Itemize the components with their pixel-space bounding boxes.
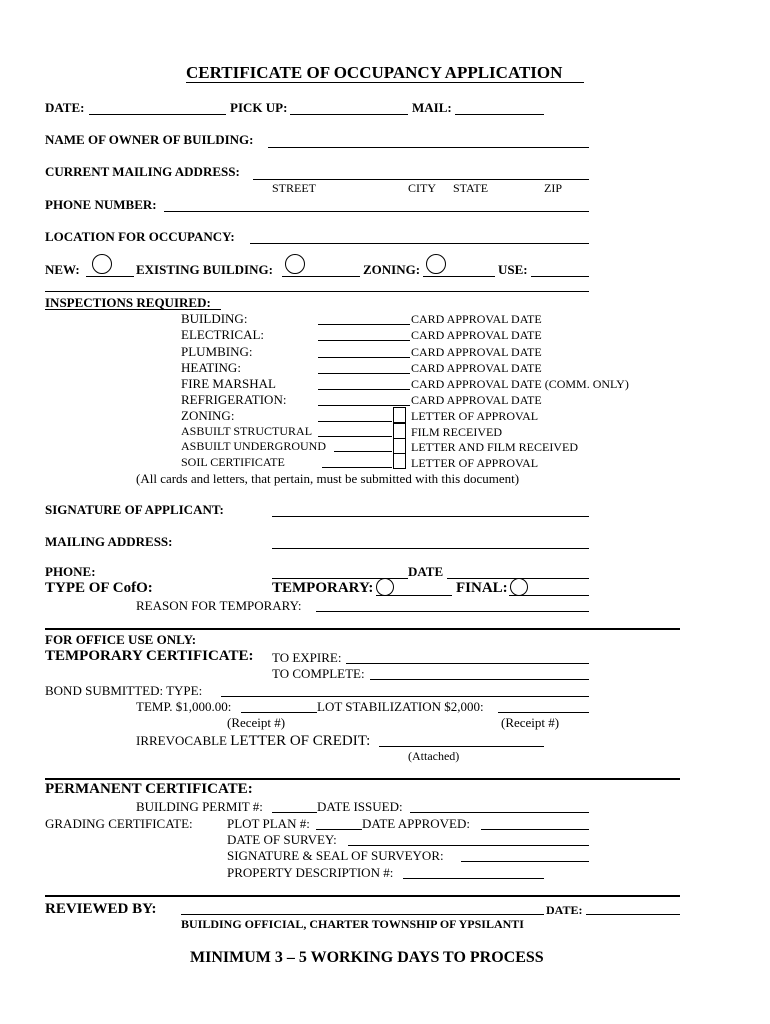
signature-label: SIGNATURE OF APPLICANT: — [45, 502, 224, 517]
inspection-checkbox[interactable] — [393, 423, 406, 439]
location-label: LOCATION FOR OCCUPANCY: — [45, 229, 235, 244]
inspection-label: ELECTRICAL: — [181, 327, 265, 342]
date-issued-label: DATE ISSUED: — [317, 799, 403, 814]
inspection-label: BUILDING: — [181, 311, 248, 326]
applicant-date-label: DATE — [408, 564, 444, 579]
existing-building-checkbox[interactable] — [285, 254, 305, 274]
inspection-field[interactable] — [318, 389, 410, 390]
attached-caption: (Attached) — [408, 749, 460, 763]
inspections-heading: INSPECTIONS REQUIRED: — [45, 295, 211, 310]
inspection-result: CARD APPROVAL DATE (COMM. ONLY) — [411, 377, 629, 391]
review-date-field[interactable] — [586, 914, 680, 915]
inspection-field[interactable] — [318, 340, 410, 341]
lot-stabilization-label: LOT STABILIZATION $2,000: — [317, 699, 484, 714]
new-field — [86, 276, 134, 277]
office-use-heading: FOR OFFICE USE ONLY: — [45, 632, 197, 647]
inspection-result: LETTER OF APPROVAL — [411, 409, 539, 423]
inspection-label: FIRE MARSHAL — [181, 376, 276, 391]
date-issued-field[interactable] — [410, 812, 589, 813]
receipt-caption: (Receipt #) — [227, 715, 286, 730]
to-complete-label: TO COMPLETE: — [272, 666, 365, 681]
letter-of-credit-text: LETTER OF CREDIT: — [230, 733, 371, 749]
inspection-field[interactable] — [318, 357, 410, 358]
use-field[interactable] — [531, 276, 589, 277]
signature-field[interactable] — [272, 516, 589, 517]
reviewed-by-label: REVIEWED BY: — [45, 901, 157, 917]
inspection-checkbox[interactable] — [393, 438, 406, 454]
inspection-field[interactable] — [318, 405, 410, 406]
mail-field[interactable] — [455, 114, 544, 115]
inspection-checkbox[interactable] — [393, 407, 406, 423]
temporary-checkbox[interactable] — [376, 578, 394, 596]
to-complete-field[interactable] — [370, 679, 589, 680]
signature-seal-field[interactable] — [461, 861, 589, 862]
inspection-label: ZONING: — [181, 408, 235, 423]
irrevocable-label — [136, 733, 370, 749]
inspection-field[interactable] — [318, 324, 410, 325]
date-label: DATE: — [45, 100, 85, 115]
temp-amount-field[interactable] — [241, 712, 317, 713]
existing-building-label: EXISTING BUILDING: — [136, 262, 273, 277]
inspections-note: (All cards and letters, that pertain, must be submitted with this document) — [136, 471, 520, 486]
street-caption: STREET — [272, 181, 316, 195]
section-divider — [45, 778, 680, 780]
mailing-address-field[interactable] — [253, 179, 589, 180]
phone-number-label: PHONE NUMBER: — [45, 197, 157, 212]
processing-notice: MINIMUM 3 – 5 WORKING DAYS TO PROCESS — [190, 949, 544, 966]
pickup-label: PICK UP: — [230, 100, 288, 115]
temporary-certificate-heading: TEMPORARY CERTIFICATE: — [45, 648, 254, 664]
inspection-field[interactable] — [334, 451, 392, 452]
inspection-label: ASBUILT UNDERGROUND — [181, 439, 327, 453]
inspection-label: HEATING: — [181, 360, 241, 375]
plot-plan-label: PLOT PLAN #: — [227, 816, 310, 831]
inspection-result: CARD APPROVAL DATE — [411, 312, 542, 326]
reason-label: REASON FOR TEMPORARY: — [136, 598, 302, 613]
inspection-result: LETTER OF APPROVAL — [411, 456, 539, 470]
zoning-field — [423, 276, 495, 277]
owner-name-label: NAME OF OWNER OF BUILDING: — [45, 132, 254, 147]
inspection-result: CARD APPROVAL DATE — [411, 345, 542, 359]
receipt-caption: (Receipt #) — [501, 715, 560, 730]
applicant-mailing-label: MAILING ADDRESS: — [45, 534, 173, 549]
signature-seal-label: SIGNATURE & SEAL OF SURVEYOR: — [227, 848, 444, 863]
inspection-label: SOIL CERTIFICATE — [181, 455, 285, 469]
inspection-field[interactable] — [318, 436, 392, 437]
reason-field[interactable] — [316, 611, 589, 612]
inspection-result: CARD APPROVAL DATE — [411, 328, 542, 342]
letter-of-credit-field[interactable] — [379, 746, 544, 747]
temporary-label: TEMPORARY: — [272, 580, 374, 596]
zip-caption: ZIP — [544, 181, 562, 195]
applicant-phone-label: PHONE: — [45, 564, 96, 579]
inspection-field[interactable] — [318, 421, 392, 422]
city-caption: CITY — [408, 181, 436, 195]
final-checkbox[interactable] — [510, 578, 528, 596]
zoning-label: ZONING: — [363, 262, 421, 277]
form-title: CERTIFICATE OF OCCUPANCY APPLICATION — [186, 63, 563, 82]
mail-label: MAIL: — [412, 100, 452, 115]
lot-stabilization-field[interactable] — [498, 712, 589, 713]
new-label: NEW: — [45, 262, 80, 277]
bond-label: BOND SUBMITTED: TYPE: — [45, 683, 203, 698]
grading-certificate-label: GRADING CERTIFICATE: — [45, 816, 193, 831]
permanent-certificate-heading: PERMANENT CERTIFICATE: — [45, 781, 253, 797]
cofo-type-label: TYPE OF CofO: — [45, 580, 153, 596]
use-label: USE: — [498, 262, 528, 277]
phone-number-field[interactable] — [164, 211, 589, 212]
inspection-result: LETTER AND FILM RECEIVED — [411, 440, 578, 454]
mailing-address-label: CURRENT MAILING ADDRESS: — [45, 164, 240, 179]
inspection-label: REFRIGERATION: — [181, 392, 287, 407]
section-divider — [45, 895, 680, 897]
existing-building-field — [282, 276, 360, 277]
building-official-caption: BUILDING OFFICIAL, CHARTER TOWNSHIP OF YPSILANTI — [181, 917, 524, 931]
final-label: FINAL: — [456, 580, 508, 596]
inspection-result: CARD APPROVAL DATE — [411, 393, 542, 407]
irrevocable-text: IRREVOCABLE — [136, 733, 231, 748]
inspection-checkbox[interactable] — [393, 453, 406, 469]
zoning-checkbox[interactable] — [426, 254, 446, 274]
inspection-result: FILM RECEIVED — [411, 425, 502, 439]
inspection-label: PLUMBING: — [181, 344, 253, 359]
inspection-result: CARD APPROVAL DATE — [411, 361, 542, 375]
property-description-field[interactable] — [403, 878, 544, 879]
date-approved-field[interactable] — [481, 829, 589, 830]
new-checkbox[interactable] — [92, 254, 112, 274]
property-description-label: PROPERTY DESCRIPTION #: — [227, 865, 394, 880]
building-permit-label: BUILDING PERMIT #: — [136, 799, 263, 814]
section-divider — [45, 628, 680, 630]
title-underline — [186, 82, 584, 83]
inspection-label: ASBUILT STRUCTURAL — [181, 424, 313, 438]
to-expire-field[interactable] — [346, 663, 589, 664]
date-of-survey-label: DATE OF SURVEY: — [227, 832, 337, 847]
date-approved-label: DATE APPROVED: — [362, 816, 470, 831]
bond-type-field[interactable] — [221, 696, 589, 697]
inspection-field[interactable] — [322, 467, 392, 468]
state-caption: STATE — [453, 181, 489, 195]
building-permit-field[interactable] — [272, 812, 317, 813]
plot-plan-field[interactable] — [316, 829, 362, 830]
date-of-survey-field[interactable] — [348, 845, 589, 846]
to-expire-label: TO EXPIRE: — [272, 650, 342, 665]
applicant-mailing-field[interactable] — [272, 548, 589, 549]
pickup-field[interactable] — [290, 114, 408, 115]
inspections-heading-underline — [45, 309, 221, 310]
inspection-field[interactable] — [318, 373, 410, 374]
location-field[interactable] — [250, 243, 589, 244]
date-field[interactable] — [89, 114, 226, 115]
owner-name-field[interactable] — [268, 147, 589, 148]
review-date-label: DATE: — [546, 903, 583, 917]
divider — [45, 291, 589, 292]
reviewed-by-field[interactable] — [181, 914, 544, 915]
temp-amount-label: TEMP. $1,000.00: — [136, 699, 232, 714]
